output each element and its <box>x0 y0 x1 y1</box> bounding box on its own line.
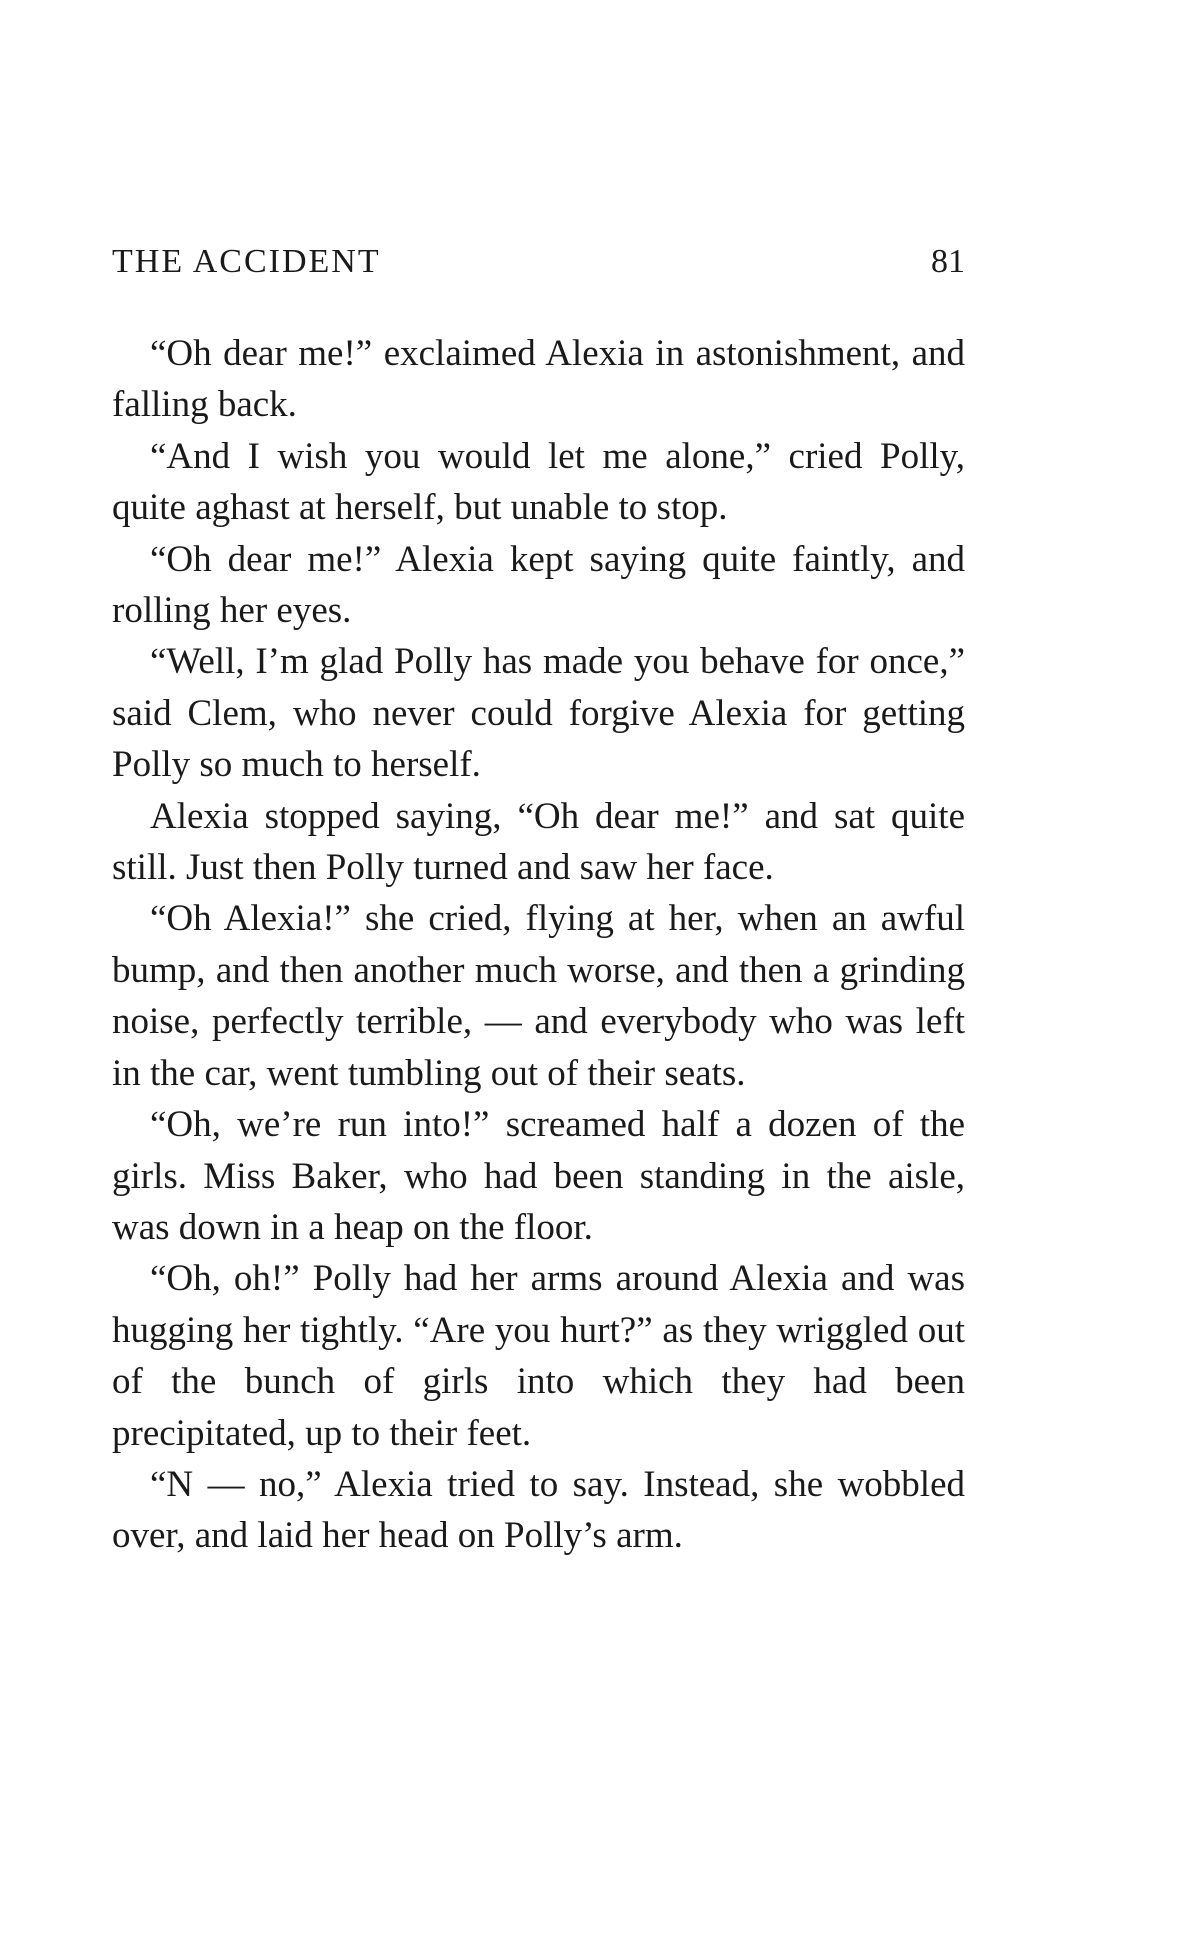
paragraph: “Oh, we’re run into!” screamed half a dozen of the girls. Miss Baker, who had been standing in the aisle, was down in a heap on the floor. <box>112 1104 965 1248</box>
paragraph: “Oh dear me!” Alexia kept saying quite faintly, and rolling her eyes. <box>112 538 965 632</box>
paragraph: Alexia stopped saying, “Oh dear me!” and sat quite still. Just then Polly turned and saw her face. <box>112 795 965 889</box>
paragraph: “Oh dear me!” exclaimed Alexia in astonishment, and falling back. <box>112 333 965 426</box>
page-number: 81 <box>931 243 965 280</box>
paragraph: “N — no,” Alexia tried to say. Instead, she wobbled over, and laid her head on Polly’s arm. <box>112 1463 965 1557</box>
running-title: THE ACCIDENT <box>112 243 381 280</box>
running-head <box>112 240 965 284</box>
body-text <box>112 328 965 1562</box>
paragraph: “Well, I’m glad Polly has made you behave for once,” said Clem, who never could forgive Alexia for getting Polly so much to herself. <box>112 641 965 786</box>
paragraph: “Oh Alexia!” she cried, flying at her, when an awful bump, and then another much worse, and then a grinding noise, perfectly terrible, — and everybody who was left in the car, went tumbling out of their seats. <box>112 898 965 1094</box>
paragraph: “And I wish you would let me alone,” cried Polly, quite aghast at herself, but unable to stop. <box>112 435 965 529</box>
paragraph: “Oh, oh!” Polly had her arms around Alexia and was hugging her tightly. “Are you hurt?” as they wriggled out of the bunch of girls into which they had been precipitated, up to their feet. <box>112 1258 965 1454</box>
